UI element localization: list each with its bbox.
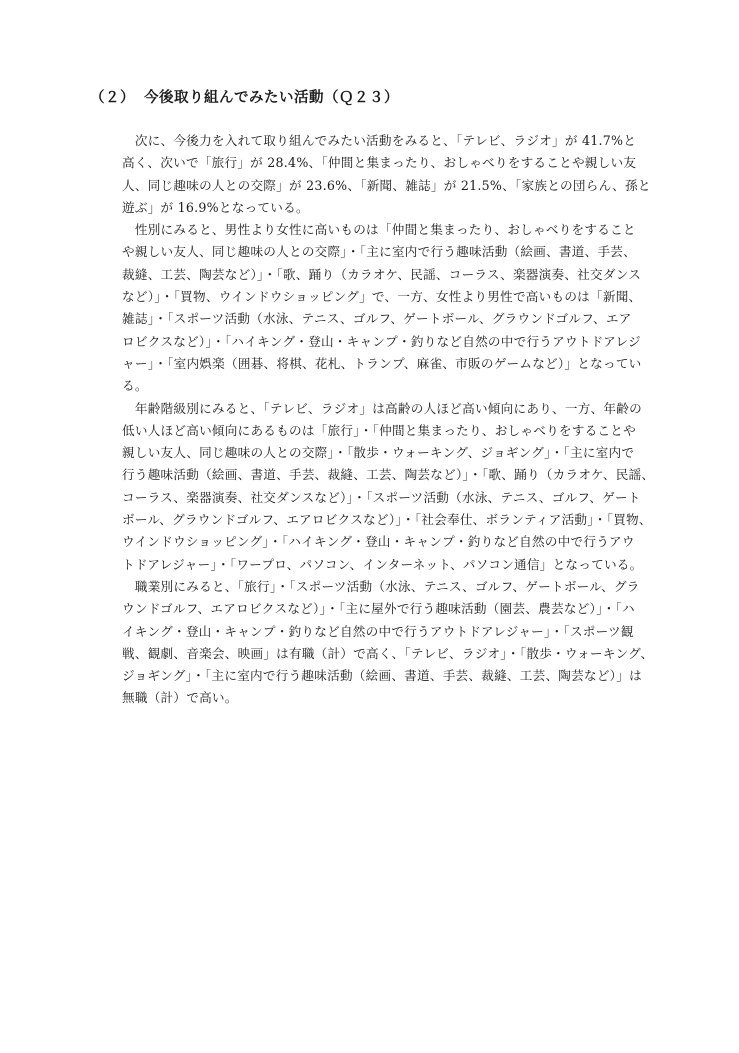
text-line: コーラス、楽器演奏、社交ダンスなど）」・「スポーツ活動（水泳、テニス、ゴルフ、ゲート bbox=[122, 489, 641, 505]
text-line: 親しい友人、同じ趣味の人との交際」・「散歩・ウォーキング、ジョギング」・「主に室内で bbox=[122, 445, 635, 461]
text-line: ロビクスなど）」・「ハイキング・登山・キャンプ・釣りなど自然の中で行うアウトドアレジ bbox=[122, 333, 641, 349]
text-line: や親しい友人、同じ趣味の人との交際」・「主に室内で行う趣味活動（絵画、書道、手芸、 bbox=[122, 244, 636, 260]
text-line: 性別にみると、男性より女性に高いものは「仲間と集まったり、おしゃべりをすること bbox=[122, 222, 636, 238]
text-line: トドアレジャー」・「ワープロ、パソコン、インターネット、パソコン通信」となっている。 bbox=[122, 556, 643, 572]
text-line: 行う趣味活動（絵画、書道、手芸、裁縫、工芸、陶芸など）」・「歌、踊り（カラオケ、民謡、 bbox=[122, 467, 655, 483]
text-line: など）」・「買物、ウインドウショッピング」で、一方、女性より男性で高いものは「新聞、 bbox=[122, 289, 642, 305]
section-title: 今後取り組んでみたい活動（Ｑ２３） bbox=[144, 90, 399, 106]
text-line: 年齢階級別にみると、「テレビ、ラジオ」は高齢の人ほど高い傾向にあり、一方、年齢の bbox=[122, 400, 642, 416]
text-line: 裁縫、工芸、陶芸など）」・「歌、踊り（カラオケ、民謡、コーラス、楽器演奏、社交ダンス bbox=[122, 266, 642, 282]
text-line: 低い人ほど高い傾向にあるものは「旅行」・「仲間と集まったり、おしゃべりをすることや bbox=[122, 422, 636, 438]
text-line: イキング・登山・キャンプ・釣りなど自然の中で行うアウトドアレジャー」・「スポーツ観 bbox=[122, 623, 634, 639]
body-text bbox=[122, 130, 662, 710]
text-line: 次に、今後力を入れて取り組んでみたい活動をみると、「テレビ、ラジオ」が 41.7%と bbox=[122, 133, 637, 148]
section-number: （２） bbox=[90, 90, 135, 106]
text-line: ボール、グラウンドゴルフ、エアロビクスなど）」・「社会奉仕、ボランティア活動」・「買物、 bbox=[122, 512, 652, 528]
text-line: る。 bbox=[122, 378, 148, 394]
text-line: 高く、次いで「旅行」が 28.4%、「仲間と集まったり、おしゃべりをすることや親しい友 bbox=[122, 155, 637, 171]
text-line: 人、同じ趣味の人との交際」が 23.6%、「新聞、雑誌」が 21.5%、「家族との団らん、孫と bbox=[122, 177, 651, 193]
text-line: ジョギング」・「主に室内で行う趣味活動（絵画、書道、手芸、裁縫、工芸、陶芸など）」は bbox=[122, 668, 642, 684]
text-line: 無職（計）で高い。 bbox=[122, 690, 238, 706]
text-line: ウンドゴルフ、エアロビクスなど）」・「主に屋外で行う趣味活動（園芸、農芸など）」・「ハ bbox=[122, 601, 635, 617]
text-line: 遊ぶ」が 16.9%となっている。 bbox=[122, 199, 309, 215]
text-line: ャー」・「室内娯楽（囲碁、将棋、花札、トランプ、麻雀、市販のゲームなど）」となってい bbox=[122, 355, 642, 371]
text-line: ウインドウショッピング」・「ハイキング・登山・キャンプ・釣りなど自然の中で行うアウ bbox=[122, 534, 635, 550]
text-line: 雑誌」・「スポーツ活動（水泳、テニス、ゴルフ、ゲートボール、グラウンドゴルフ、エア bbox=[122, 311, 632, 327]
text-line: 職業別にみると、「旅行」・「スポーツ活動（水泳、テニス、ゴルフ、ゲートボール、グラ bbox=[122, 578, 640, 594]
text-line: 戦、観劇、音楽会、映画」は有職（計）で高く、「テレビ、ラジオ」・「散歩・ウォーキング、 bbox=[122, 645, 654, 661]
section-heading bbox=[90, 86, 399, 107]
